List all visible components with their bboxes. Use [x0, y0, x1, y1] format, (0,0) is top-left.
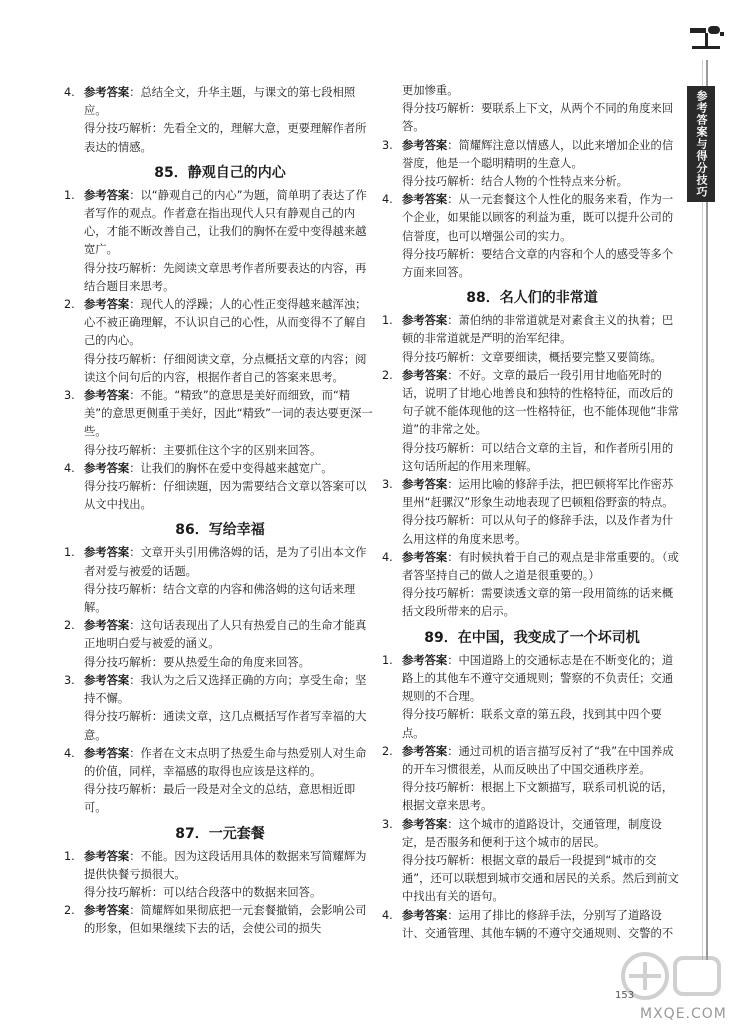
answer-item: [382, 312, 682, 348]
answer-explanation: [382, 349, 682, 367]
answer-label: 得分技巧解析: [84, 480, 152, 494]
answer-text: ：根据上下文额描写，联系司机说的话，根据文章来思考。: [402, 781, 674, 813]
answer-text: ：以“静观自己的内心”为题，简单明了表达了作者写作的观点。作者意在指出现代人只有静观自己的内心，才能不断改善自己，让我们的胸怀在爱中变得越来越宽广。: [84, 188, 367, 257]
answer-explanation: [64, 781, 376, 817]
answer-item: [382, 137, 682, 173]
item-number: 4.: [382, 550, 393, 564]
answer-label: 参考答案: [84, 298, 130, 312]
item-number: 1.: [64, 546, 75, 560]
item-number: 2.: [64, 904, 75, 918]
section-heading: 85．静观自己的内心: [154, 164, 286, 181]
answer-explanation: [64, 581, 376, 617]
answer-text: ：可以从句子的修辞手法，以及作者为什么用这样的角度来思考。: [402, 514, 674, 546]
answer-label: 参考答案: [84, 86, 130, 99]
answer-item: [382, 191, 682, 246]
answer-item: [64, 617, 376, 653]
answer-label: 参考答案: [84, 389, 130, 403]
item-number: 4.: [382, 193, 393, 207]
answer-text: 更加惨重。: [402, 84, 459, 97]
answer-label: 得分技巧解析: [402, 708, 470, 722]
answer-text: ：现代人的浮躁；人的心性正变得越来越浑浊；心不被正确理解，不认识自己的心性，从而变得不了解自己的内心。: [84, 298, 367, 348]
answer-label: 参考答案: [402, 368, 448, 382]
answer-label: 参考答案: [84, 673, 130, 687]
answer-explanation: [382, 779, 682, 815]
answer-explanation: [64, 442, 376, 460]
answer-explanation: [382, 82, 682, 100]
answer-text: ：联系文章的第五段，找到其中四个要点。: [402, 708, 662, 740]
answer-label: 参考答案: [84, 849, 130, 863]
answer-text: ：先阅读文章思考作者所要表达的内容，再结合题目来思考。: [84, 261, 367, 293]
answer-label: 得分技巧解析: [402, 441, 470, 455]
item-number: 1.: [382, 314, 393, 328]
answer-explanation: [382, 512, 682, 548]
answer-explanation: [382, 585, 682, 621]
answer-item: [64, 84, 376, 120]
answer-text: ：文章要细读，概括要完整又要简练。: [469, 350, 662, 364]
answer-label: 参考答案: [84, 461, 130, 475]
item-number: 4.: [64, 746, 75, 760]
answer-item: [64, 544, 376, 580]
answer-label: 得分技巧解析: [84, 261, 152, 275]
answer-text: ：最后一段是对全文的总结，意思相近即可。: [84, 783, 356, 815]
answer-item: [382, 476, 682, 512]
answer-label: 参考答案: [84, 188, 130, 202]
answer-text: ：从一元套餐这个人性化的服务来看，作为一个企业，如果能以顾客的利益为重，既可以提升公司的信誉度，也可以增强公司的实力。: [402, 193, 674, 243]
item-number: 3.: [382, 817, 393, 831]
answer-text: ：通过司机的语言描写反衬了“我”在中国养成的开车习惯很差，从而反映出了中国交通秩序差。: [402, 744, 674, 776]
watermark-text: MXQE.COM: [640, 1006, 727, 1022]
answer-label: 参考答案: [402, 314, 448, 328]
answer-text: ：需要读透文章的第一段用简练的话来概括文段所带来的启示。: [402, 587, 674, 619]
answer-label: 参考答案: [402, 744, 448, 758]
section-side-tab: 参考答案与得分技巧解析: [687, 86, 715, 202]
answer-text: ：结合人物的个性特点来分析。: [469, 175, 628, 189]
answer-label: 参考答案: [402, 653, 448, 667]
answer-text: ：仔细阅读文章，分点概括文章的内容；阅读这个问句后的内容，根据作者自己的答案来思考。: [84, 352, 367, 384]
item-number: 4.: [382, 908, 393, 922]
answer-label: 参考答案: [402, 478, 448, 492]
answer-text: ：让我们的胸怀在爱中变得越来越宽广。: [129, 461, 333, 475]
answer-label: 得分技巧解析: [84, 582, 152, 596]
answer-explanation: [64, 708, 376, 744]
answer-label: 得分技巧解析: [402, 514, 470, 528]
answer-item: [64, 460, 376, 478]
section-heading: 86．写给幸福: [175, 522, 265, 539]
item-number: 2.: [382, 368, 393, 382]
answer-item: [382, 743, 682, 779]
answer-text: ：总结全文，升华主题，与课文的第七段相照应。: [84, 86, 356, 118]
answer-text: ：要结合文章的内容和个人的感受等多个方面来回答。: [402, 247, 674, 280]
answer-text: ：萧伯纳的非常道就是对素食主义的执着；巴顿的非常道就是严明的治军纪律。: [402, 314, 674, 346]
answer-explanation: [382, 100, 682, 136]
page-number: 153: [615, 990, 635, 1001]
answer-explanation: [382, 246, 682, 282]
item-number: 1.: [64, 849, 75, 863]
answer-label: 参考答案: [402, 817, 448, 831]
answer-item: [382, 907, 682, 943]
answer-label: 得分技巧解析: [84, 783, 152, 797]
answer-label: 得分技巧解析: [84, 443, 152, 457]
answer-explanation: [382, 440, 682, 476]
answer-item: [64, 848, 376, 884]
answer-text: ：可以结合段落中的数据来回答。: [151, 885, 322, 899]
answer-text: ：结合文章的内容和佛洛姆的这句话来理解。: [84, 582, 356, 615]
answer-explanation: [382, 173, 682, 191]
item-number: 4.: [64, 461, 75, 475]
answer-label: 得分技巧解析: [402, 175, 470, 189]
answer-label: 得分技巧解析: [402, 781, 470, 795]
answer-item: [382, 816, 682, 852]
answer-text: ：要从热爱生命的角度来回答。: [151, 655, 310, 669]
item-number: 3.: [64, 673, 75, 687]
item-number: 3.: [64, 389, 75, 403]
answer-label: 得分技巧解析: [402, 587, 470, 601]
answer-text: ：不能。因为这段话用具体的数据来写简耀辉为提供快餐亏损很大。: [84, 849, 367, 881]
answer-label: 参考答案: [402, 550, 448, 564]
answer-label: 得分技巧解析: [402, 853, 470, 867]
answer-label: 得分技巧解析: [402, 102, 470, 116]
answer-text: ：作者在文末点明了热爱生命与热爱别人对生命的价值，同样，幸福感的取得也应该是这样的。: [84, 746, 367, 778]
answer-item: [64, 745, 376, 781]
answer-text: ：通读文章，这几点概括写作者写幸福的大意。: [84, 710, 367, 742]
answer-label: 得分技巧解析: [84, 655, 152, 669]
answer-label: 得分技巧解析: [84, 122, 152, 136]
answer-text: ：不好。文章的最后一段引用甘地临死时的话，说明了甘地心地善良和独特的性格特征，而改后的句子就不能体现他的这一性格特征，也不能体现他“非常道”的非常之处。: [402, 368, 679, 437]
item-number: 1.: [382, 653, 393, 667]
item-number: 1.: [64, 188, 75, 202]
answer-explanation: [64, 260, 376, 296]
item-number: 2.: [64, 619, 75, 633]
answer-item: [64, 187, 376, 260]
answer-item: [64, 902, 376, 938]
answer-explanation: [64, 654, 376, 672]
answer-text: ：可以结合文章的主旨，和作者所引用的这句话所起的作用来理解。: [402, 441, 674, 473]
answer-explanation: [64, 884, 376, 902]
answer-label: 参考答案: [84, 746, 130, 760]
answer-text: ：先看全文的，理解大意，更要理解作者所表达的情感。: [84, 122, 367, 154]
answer-label: 参考答案: [84, 619, 130, 633]
answer-text: ：运用了排比的修辞手法，分别写了道路设计、交通管理、其他车辆的不遵守交通规则、交警的不: [402, 908, 674, 940]
answer-label: 参考答案: [84, 546, 130, 560]
answer-text: ：这个城市的道路设计，交通管理，制度设定，是否服务和便利于这个城市的居民。: [402, 817, 662, 849]
answer-explanation: [64, 478, 376, 514]
answer-item: [382, 549, 682, 585]
answer-label: 参考答案: [84, 904, 130, 918]
answer-text: ：根据文章的最后一段提到“城市的交通”，还可以联想到城市交通和居民的关系。然后到前文中找出有关的语句。: [402, 853, 679, 904]
answer-text: ：主要抓住这个字的区别来回答。: [151, 443, 322, 457]
item-number: 2.: [382, 744, 393, 758]
section-heading: 89．在中国，我变成了一个坏司机: [424, 629, 640, 646]
item-number: 4.: [64, 86, 75, 99]
answer-label: 得分技巧解析: [84, 710, 152, 724]
answer-item: [64, 387, 376, 442]
answer-text: ：要联系上下文，从两个不同的角度来回答。: [402, 102, 674, 134]
answer-text: ：文章开头引用佛洛姆的话，是为了引出本文作者对爱与被爱的话题。: [84, 546, 367, 578]
answer-label: 参考答案: [402, 138, 448, 152]
answer-text: ：简耀辉注意以情感人，以此来增加企业的信誉度，他是一个聪明精明的生意人。: [402, 138, 674, 170]
answer-explanation: [382, 852, 682, 907]
answer-text: ：我认为之后又选择正确的方向；享受生命；坚持不懈。: [84, 673, 367, 706]
answer-text: ：运用比喻的修辞手法，把巴顿将军比作密苏里州“赶骡汉”形象生动地表现了巴顿粗俗野蛮的特点。: [402, 478, 674, 510]
answer-label: 得分技巧解析: [402, 247, 470, 261]
answer-text: ：中国道路上的交通标志是在不断变化的；道路上的其他车不遵守交通规则；警察的不负责任；交通规则的不合理。: [402, 653, 674, 704]
section-heading: 88．名人们的非常道: [466, 290, 598, 307]
answer-label: 参考答案: [402, 193, 448, 207]
answer-label: 得分技巧解析: [84, 352, 152, 366]
answer-text: ：仔细读题，因为需要结合文章以答案可以从文中找出。: [84, 480, 367, 512]
answer-label: 得分技巧解析: [402, 350, 470, 364]
item-number: 3.: [382, 138, 393, 152]
answer-label: 参考答案: [402, 908, 448, 922]
answer-item: [382, 367, 682, 440]
item-number: 2.: [64, 298, 75, 312]
section-heading: 87．一元套餐: [175, 825, 265, 842]
answer-text: ：简耀辉如果彻底把一元套餐撤销，会影响公司的形象，但如果继续下去的话，会使公司的损失: [84, 904, 367, 936]
left-column: [64, 84, 376, 939]
answer-text: ：不能。“精致”的意思是美好而细致，而“精美”的意思更侧重于美好，因此“精致”一词的表达要更深一些。: [84, 389, 373, 439]
answer-explanation: [64, 120, 376, 156]
answer-text: ：有时候执着于自己的观点是非常重要的。（或者答坚持自己的做人之道是很重要的。）: [402, 550, 679, 583]
item-number: 3.: [382, 478, 393, 492]
lamp-logo-icon: [688, 24, 728, 52]
answer-explanation: [382, 706, 682, 742]
answer-explanation: [64, 351, 376, 387]
answer-item: [382, 652, 682, 707]
answer-item: [64, 296, 376, 351]
answer-label: 得分技巧解析: [84, 885, 152, 899]
answer-text: ：这句话表现出了人只有热爱自己的生命才能真正地明白爱与被爱的涵义。: [84, 619, 367, 651]
right-column: [382, 82, 682, 943]
answer-item: [64, 672, 376, 708]
